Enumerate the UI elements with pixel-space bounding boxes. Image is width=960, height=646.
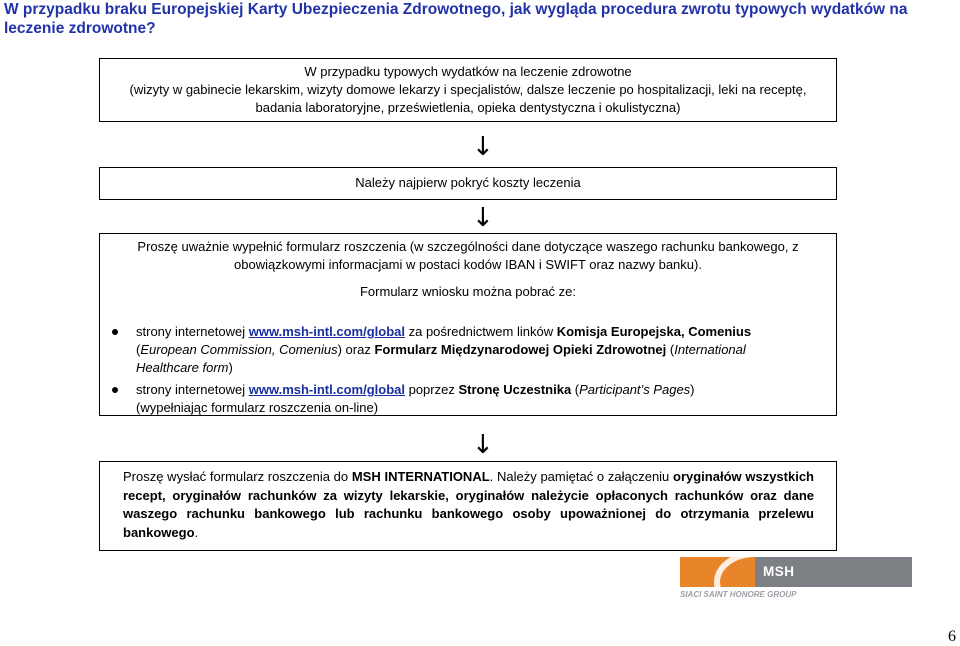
list-line: (wypełniając formularz roszczenia on-line) — [136, 400, 379, 415]
list-line — [136, 381, 826, 399]
list-text: ) — [690, 382, 695, 397]
box-send-form — [99, 461, 837, 551]
list-text: ) — [228, 360, 233, 375]
bullet-icon — [112, 329, 118, 335]
logo-mark-icon — [680, 557, 755, 587]
list-text: strony internetowej — [136, 324, 249, 339]
list-bold: Formularz Międzynarodowej Opieki Zdrowotnej — [374, 342, 667, 357]
list-italic: International — [674, 342, 746, 357]
text: . — [194, 524, 199, 540]
list-text: poprzez — [404, 382, 459, 397]
list-text: strony internetowej — [136, 382, 249, 397]
box-text-line: badania laboratoryjne, prześwietlenia, opieka dentystyczna i okulistyczna) — [255, 100, 681, 115]
list-text: ( — [666, 342, 675, 357]
list-line — [136, 323, 826, 341]
bullet-icon — [112, 387, 118, 393]
website-link[interactable]: www.msh-intl.com/global — [248, 382, 405, 397]
box-cover-costs — [99, 167, 837, 200]
logo-text: MSH INTERNATIONAL — [755, 557, 912, 587]
company-name: MSH INTERNATIONAL — [351, 469, 490, 484]
list-bold: Komisja Europejska, Comenius — [556, 324, 752, 339]
website-link[interactable]: www.msh-intl.com/global — [248, 324, 405, 339]
arrow-down-icon: ↓ — [472, 203, 494, 233]
list-italic: Participant’s Pages — [579, 382, 691, 397]
box-title: W przypadku typowych wydatków na leczenie zdrowotne — [304, 64, 632, 79]
arrow-down-icon: ↓ — [472, 132, 494, 162]
box-text-line: Proszę uważnie wypełnić formularz roszczenia (w szczególności dane dotyczące waszego rachunku bankowego, z — [137, 239, 799, 254]
bold-text: oryginałów wszystkich recept, oryginałów rachunków za wizyty lekarskie, oryginałów należycie opłaconych rachunków oraz dane waszego rachunku bankowego lub rachunku bankowego osoby upoważnionej do otrzymania przelewu bankowego — [123, 469, 814, 540]
text: Proszę wysłać formularz roszczenia do — [123, 469, 352, 484]
list-italic: Healthcare form — [136, 360, 229, 375]
box-text-line: (wizyty w gabinecie lekarskim, wizyty domowe lekarzy i specjalistów, dalsze leczenie po hospitalizacji, leki na receptę, — [129, 82, 807, 97]
list-text: za pośrednictwem linków — [404, 324, 557, 339]
logo-subtitle: SIACI SAINT HONORE GROUP — [680, 590, 797, 599]
box-typical-expenses — [99, 58, 837, 122]
box-text: Należy najpierw pokryć koszty leczenia — [355, 175, 581, 190]
list-line — [136, 341, 826, 359]
list-text: ( — [136, 342, 141, 357]
list-item — [136, 323, 826, 377]
list-text: ) oraz — [337, 342, 375, 357]
send-instructions — [123, 468, 814, 542]
list-item — [136, 381, 826, 416]
list-line — [136, 359, 826, 377]
list-text: ( — [571, 382, 580, 397]
list-italic: European Commission, Comenius — [140, 342, 338, 357]
arrow-down-icon: ↓ — [472, 430, 494, 460]
download-text: Formularz wniosku można pobrać ze: — [359, 284, 577, 299]
box-text-line: obowiązkowymi informacjami w postaci kodów IBAN i SWIFT oraz nazwy banku). — [234, 257, 702, 272]
text: . Należy pamiętać o załączeniu — [489, 469, 674, 484]
page-number: 6 — [948, 628, 956, 645]
list-bold: Stronę Uczestnika — [458, 382, 572, 397]
page-heading: W przypadku braku Europejskiej Karty Ubezpieczenia Zdrowotnego, jak wygląda procedura zwrotu typowych wydatków na leczenie zdrowotne? — [4, 1, 908, 37]
box-claim-form — [99, 233, 837, 416]
